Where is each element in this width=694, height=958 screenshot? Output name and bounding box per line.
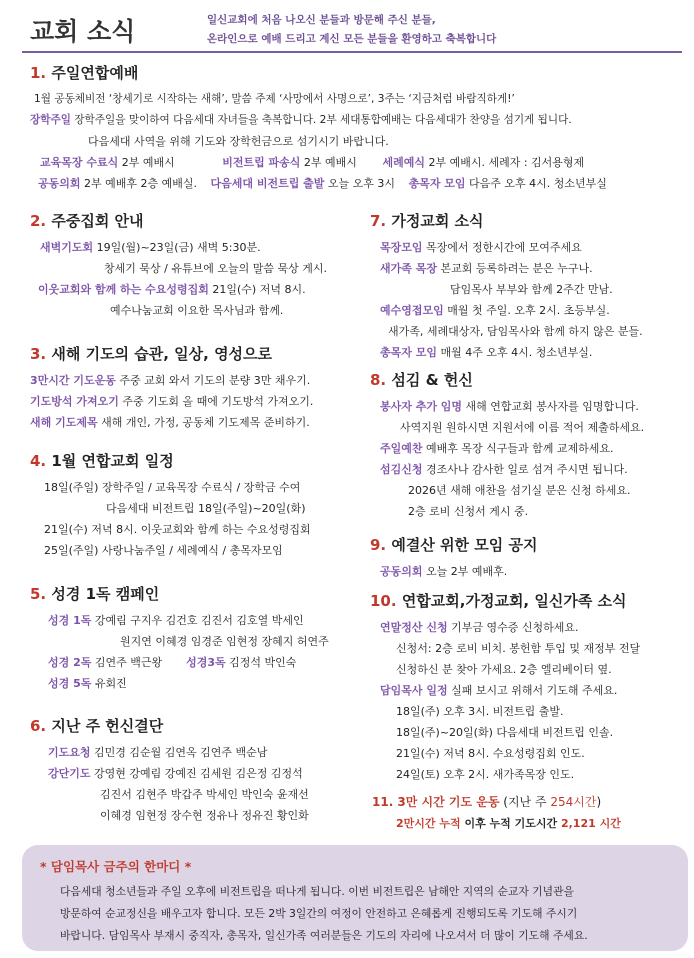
reading-line-3: 성경 2독 김연주 백근왕 성경3독 김정석 박인숙	[48, 656, 297, 669]
section-january-schedule	[30, 450, 360, 561]
section-budget-meeting	[370, 534, 690, 582]
commit-line-1: 기도요청 김민경 김순월 김연옥 김연주 백순남	[48, 746, 268, 759]
service-line-6: 2층 로비 신청서 게시 중.	[408, 505, 529, 518]
prayer-line-2: 기도방석 가져오기 주중 기도회 올 때에 기도방석 가져오기.	[30, 395, 314, 408]
dawn-prayer-note: 창세기 묵상 / 유튜브에 오늘의 말씀 묵상 게시.	[104, 262, 327, 275]
campaign-total: 2만시간 누적 이후 누적 기도시간 2,121 시간	[396, 817, 621, 830]
house-line-5: 새가족, 세례대상자, 담임목사와 함께 하지 않은 분들.	[388, 325, 643, 338]
service-line-1: 봉사자 추가 임명 새해 연합교회 봉사자를 임명합니다.	[380, 400, 639, 413]
header-divider	[22, 51, 682, 53]
section-family-news	[370, 590, 690, 785]
news-line-7: 21일(수) 저녁 8시. 수요성령집회 인도.	[396, 747, 585, 760]
prayer-line-3: 새해 기도제목 새해 개인, 가정, 공동체 기도제목 준비하기.	[30, 416, 310, 429]
commit-line-3: 김진서 김현주 박갑주 박세인 박인숙 윤재선	[100, 788, 309, 801]
commit-line-4: 이혜경 임현정 장수현 정유나 정유진 황인화	[100, 809, 309, 822]
schedule-line-1: 18일(주일) 장학주일 / 교육목장 수료식 / 장학금 수여	[44, 481, 301, 494]
pastor-message-title: * 담임목사 금주의 한마디 *	[40, 859, 192, 874]
section-prayer-campaign	[370, 792, 690, 834]
dawn-prayer-line: 새벽기도회 19일(월)~23일(금) 새벽 5:30분.	[40, 241, 261, 254]
service-line-2: 공동의회 2부 예배후 2층 예배실. 다음세대 비전트립 출발 오늘 오후 3시 총목자 모임 다음주 오후 4시. 청소년부실	[38, 177, 607, 190]
section-prayer-habits	[30, 343, 360, 433]
service-line-4: 섬김신청 경조사나 감사한 일로 섬겨 주시면 됩니다.	[380, 463, 628, 476]
section-heading: 9. 예결산 위한 모임 공지	[370, 536, 538, 554]
section-weekday-meetings	[30, 210, 360, 321]
header	[0, 0, 694, 56]
scholarship-line: 장학주일 장학주일을 맞이하여 다음세대 자녀들을 축복합니다. 2부 세대통합예배는 다음세대가 찬양을 섬기게 됩니다.	[30, 114, 572, 126]
section-heading: 2. 주중집회 안내	[30, 212, 144, 230]
house-line-4: 예수영접모임 매월 첫 주일. 오후 2시. 초등부실.	[380, 304, 610, 317]
page-title: 교회 소식	[30, 17, 136, 46]
service-line-5: 2026년 새해 애찬을 섬기실 분은 신청 하세요.	[408, 484, 631, 497]
wednesday-meeting-note: 예수나눔교회 이요한 목사님과 함께.	[110, 304, 284, 317]
service-line-1: 교육목장 수료식 2부 예배시 비전트립 파송식 2부 예배시 세례예식 2부 예배시. 세례자 : 김서용형제	[40, 156, 585, 169]
vision-line: 1월 공동체비전 ‘창세기로 시작하는 새해’, 말씀 주제 ‘사망에서 사명으로’, 3주는 ‘지금처럼 바람직하게!’	[34, 93, 515, 105]
budget-line-1: 공동의회 오늘 2부 예배후.	[380, 565, 508, 578]
schedule-line-4: 25일(주일) 사랑나눔주일 / 세례예식 / 총목자모임	[44, 544, 283, 557]
scholarship-note: 다음세대 사역을 위해 기도와 장학헌금으로 섬기시기 바랍니다.	[88, 135, 389, 148]
section-heading: 3. 새해 기도의 습관, 일상, 영성으로	[30, 345, 273, 363]
news-line-8: 24일(토) 오후 2시. 새가족목장 인도.	[396, 768, 575, 781]
reading-line-2: 원지연 이혜경 임경준 임현정 장혜지 허연주	[120, 635, 329, 648]
service-line-2: 사역지원 원하시면 지원서에 이름 적어 제출하세요.	[400, 421, 645, 434]
news-line-1: 연말정산 신청 기부금 영수증 신청하세요.	[380, 621, 579, 634]
house-line-1: 목장모임 목장에서 정한시간에 모여주세요	[380, 241, 582, 254]
service-line-3: 주일예찬 예배후 목장 식구들과 함께 교제하세요.	[380, 442, 614, 455]
section-heading: 5. 성경 1독 캠페인	[30, 585, 160, 603]
news-line-3: 신청하신 분 찾아 가세요. 2층 엘리베이터 옆.	[396, 663, 612, 676]
section-service	[370, 369, 690, 522]
section-heading: 6. 지난 주 헌신결단	[30, 717, 164, 735]
reading-line-4: 성경 5독 유회진	[48, 677, 127, 690]
prayer-line-1: 3만시간 기도운동 주중 교회 와서 기도의 분량 3만 채우기.	[30, 374, 311, 387]
news-line-6: 18일(주)~20일(화) 다음세대 비전트립 인솔.	[396, 726, 614, 739]
house-line-3: 담임목사 부부와 함께 2주간 만남.	[450, 283, 613, 296]
section-house-church	[370, 210, 690, 363]
news-line-2: 신청서: 2층 로비 비치. 봉헌함 투입 및 재정부 전달	[396, 642, 641, 655]
news-line-5: 18일(주) 오후 3시. 비전트립 출발.	[396, 705, 564, 718]
section-sunday-worship	[30, 62, 690, 194]
reading-line-1: 성경 1독 강예림 구지우 김건호 김진서 김호열 박세인	[48, 614, 304, 627]
section-bible-reading	[30, 583, 360, 694]
pastor-line-3: 바랍니다. 담임목사 부재시 중직자, 총목자, 일신가족 여러분들은 기도의 자리에 나오셔서 더 많이 기도해 주세요.	[60, 929, 588, 942]
pastor-message-body	[60, 881, 680, 947]
welcome-line-2: 온라인으로 예배 드리고 계신 모든 분들을 환영하고 축복합니다	[207, 33, 497, 45]
campaign-title: 11. 3만 시간 기도 운동 (지난 주 254시간)	[372, 795, 602, 809]
news-line-4: 담임목사 일정 실패 보시고 위해서 기도해 주세요.	[380, 684, 618, 697]
schedule-line-2: 다음세대 비전트립 18일(주일)~20일(화)	[106, 502, 306, 515]
pastor-message-box	[22, 845, 688, 951]
section-heading: 10. 연합교회,가정교회, 일신가족 소식	[370, 592, 627, 610]
section-heading: 4. 1월 연합교회 일정	[30, 452, 174, 470]
wednesday-meeting-line: 이웃교회와 함께 하는 수요성령집회 21일(수) 저녁 8시.	[38, 283, 306, 296]
house-line-6: 총목자 모임 매월 4주 오후 4시. 청소년부실.	[380, 346, 593, 359]
welcome-message	[207, 11, 496, 49]
pastor-line-1: 다음세대 청소년들과 주일 오후에 비전트립을 떠나게 됩니다. 이번 비전트립은 남해안 지역의 순교자 기념관을	[60, 885, 574, 898]
section-heading: 1. 주일연합예배	[30, 64, 139, 82]
welcome-line-1: 일신교회에 처음 나오신 분들과 방문해 주신 분들,	[207, 14, 436, 26]
house-line-2: 새가족 목장 본교회 등록하려는 분은 누구나.	[380, 262, 593, 275]
section-heading: 7. 가정교회 소식	[370, 212, 484, 230]
section-heading: 8. 섬김 & 헌신	[370, 371, 473, 389]
schedule-line-3: 21일(수) 저녁 8시. 이웃교회와 함께 하는 수요성령집회	[44, 523, 311, 536]
commit-line-2: 강단기도 강영현 강예림 강예진 김세원 김은정 김정석	[48, 767, 303, 780]
pastor-line-2: 방문하여 순교정신을 배우고자 합니다. 모든 2박 3일간의 여정이 안전하고 은혜롭게 진행되도록 기도해 주시기	[60, 907, 578, 920]
section-commitments	[30, 715, 360, 826]
